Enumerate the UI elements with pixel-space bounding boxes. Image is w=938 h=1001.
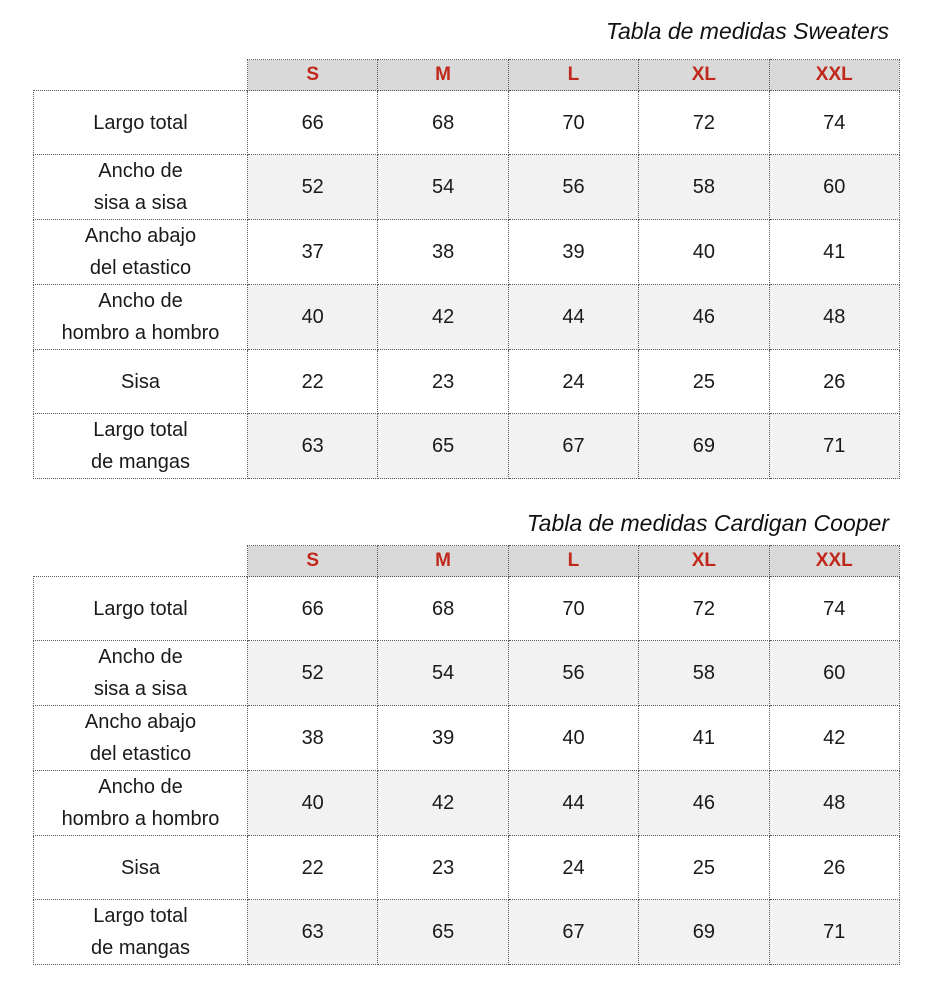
table-cell: 40 [508, 706, 638, 771]
row-label-line2: sisa a sisa [93, 678, 188, 700]
table-cell: 54 [378, 641, 508, 706]
table-cell: 41 [769, 220, 899, 285]
sweaters-size-table [33, 59, 900, 479]
table-cell: 74 [769, 91, 899, 155]
row-label-line1: Largo total [93, 905, 188, 927]
table-cell: 66 [248, 91, 378, 155]
row-label-line2: del etastico [89, 743, 192, 765]
table-row [34, 285, 900, 350]
table-cell: 44 [508, 285, 638, 350]
table-cell: 24 [508, 836, 638, 900]
table-cell: 26 [769, 836, 899, 900]
cardigan-table-title: Tabla de medidas Cardigan Cooper [526, 510, 889, 536]
table-cell: 66 [248, 577, 378, 641]
table-cell: 65 [378, 414, 508, 479]
row-label [34, 836, 248, 900]
table-cell: 48 [769, 285, 899, 350]
size-header-s: S [248, 546, 378, 577]
table-row [34, 836, 900, 900]
table-cell: 68 [378, 91, 508, 155]
table-cell: 42 [769, 706, 899, 771]
table-row [34, 577, 900, 641]
table-cell: 40 [248, 771, 378, 836]
size-header-xxl: XXL [769, 546, 899, 577]
row-label [34, 285, 248, 350]
size-header-xl: XL [639, 546, 769, 577]
row-label [34, 350, 248, 414]
row-label-line2: de mangas [91, 451, 190, 473]
table-cell: 23 [378, 350, 508, 414]
row-label-line1: Ancho de [98, 776, 183, 798]
table-row [34, 771, 900, 836]
table-cell: 48 [769, 771, 899, 836]
table-cell: 52 [248, 155, 378, 220]
row-label-line2: hombro a hombro [61, 322, 220, 344]
table-cell: 60 [769, 641, 899, 706]
size-header-row [34, 546, 900, 577]
table-cell: 46 [639, 771, 769, 836]
table-cell: 72 [639, 577, 769, 641]
row-label [34, 771, 248, 836]
table-cell: 72 [639, 91, 769, 155]
size-header-l: L [508, 60, 638, 91]
table-cell: 63 [248, 414, 378, 479]
cardigan-size-table [33, 545, 900, 965]
table-row [34, 900, 900, 965]
table-cell: 40 [639, 220, 769, 285]
table-cell: 56 [508, 155, 638, 220]
row-label [34, 414, 248, 479]
row-label-line1: Largo total [93, 111, 188, 134]
table-cell: 46 [639, 285, 769, 350]
table-cell: 25 [639, 836, 769, 900]
size-header-l: L [508, 546, 638, 577]
row-label [34, 91, 248, 155]
table-cell: 70 [508, 577, 638, 641]
size-header-xl: XL [639, 60, 769, 91]
row-label [34, 641, 248, 706]
table-cell: 69 [639, 414, 769, 479]
row-label-line2: del etastico [89, 257, 192, 279]
header-corner-cell [34, 60, 248, 91]
table-cell: 71 [769, 414, 899, 479]
table-cell: 38 [248, 706, 378, 771]
sweaters-table-title: Tabla de medidas Sweaters [606, 18, 889, 44]
table-cell: 37 [248, 220, 378, 285]
table-cell: 58 [639, 641, 769, 706]
row-label-line1: Sisa [121, 856, 160, 879]
header-corner-cell [34, 546, 248, 577]
table-cell: 63 [248, 900, 378, 965]
size-header-m: M [378, 60, 508, 91]
size-header-s: S [248, 60, 378, 91]
table-row [34, 91, 900, 155]
table-cell: 67 [508, 900, 638, 965]
table-cell: 22 [248, 350, 378, 414]
table-cell: 74 [769, 577, 899, 641]
row-label-line1: Largo total [93, 419, 188, 441]
table-row [34, 350, 900, 414]
row-label-line2: de mangas [91, 937, 190, 959]
table-cell: 23 [378, 836, 508, 900]
table-cell: 52 [248, 641, 378, 706]
table-row [34, 414, 900, 479]
table-cell: 24 [508, 350, 638, 414]
table-cell: 70 [508, 91, 638, 155]
table-cell: 22 [248, 836, 378, 900]
table-cell: 67 [508, 414, 638, 479]
table-cell: 58 [639, 155, 769, 220]
size-header-m: M [378, 546, 508, 577]
row-label-line2: sisa a sisa [93, 192, 188, 214]
table-cell: 60 [769, 155, 899, 220]
row-label-line1: Ancho de [98, 160, 183, 182]
table-cell: 42 [378, 285, 508, 350]
size-header-xxl: XXL [769, 60, 899, 91]
table-cell: 65 [378, 900, 508, 965]
row-label-line1: Ancho abajo [84, 225, 197, 247]
table-row [34, 155, 900, 220]
row-label-line2: hombro a hombro [61, 808, 220, 830]
row-label-line1: Ancho de [98, 290, 183, 312]
table-row [34, 706, 900, 771]
table-cell: 56 [508, 641, 638, 706]
table-row [34, 220, 900, 285]
row-label [34, 577, 248, 641]
table-cell: 42 [378, 771, 508, 836]
row-label [34, 706, 248, 771]
table-cell: 71 [769, 900, 899, 965]
table-cell: 68 [378, 577, 508, 641]
table-cell: 41 [639, 706, 769, 771]
table-cell: 44 [508, 771, 638, 836]
row-label-line1: Largo total [93, 597, 188, 620]
table-cell: 69 [639, 900, 769, 965]
row-label-line1: Ancho de [98, 646, 183, 668]
row-label [34, 900, 248, 965]
table-cell: 38 [378, 220, 508, 285]
row-label [34, 220, 248, 285]
row-label [34, 155, 248, 220]
table-row [34, 641, 900, 706]
row-label-line1: Ancho abajo [84, 711, 197, 733]
table-cell: 39 [508, 220, 638, 285]
table-cell: 25 [639, 350, 769, 414]
table-cell: 40 [248, 285, 378, 350]
table-cell: 26 [769, 350, 899, 414]
row-label-line1: Sisa [121, 370, 160, 393]
table-cell: 39 [378, 706, 508, 771]
table-cell: 54 [378, 155, 508, 220]
size-header-row [34, 60, 900, 91]
